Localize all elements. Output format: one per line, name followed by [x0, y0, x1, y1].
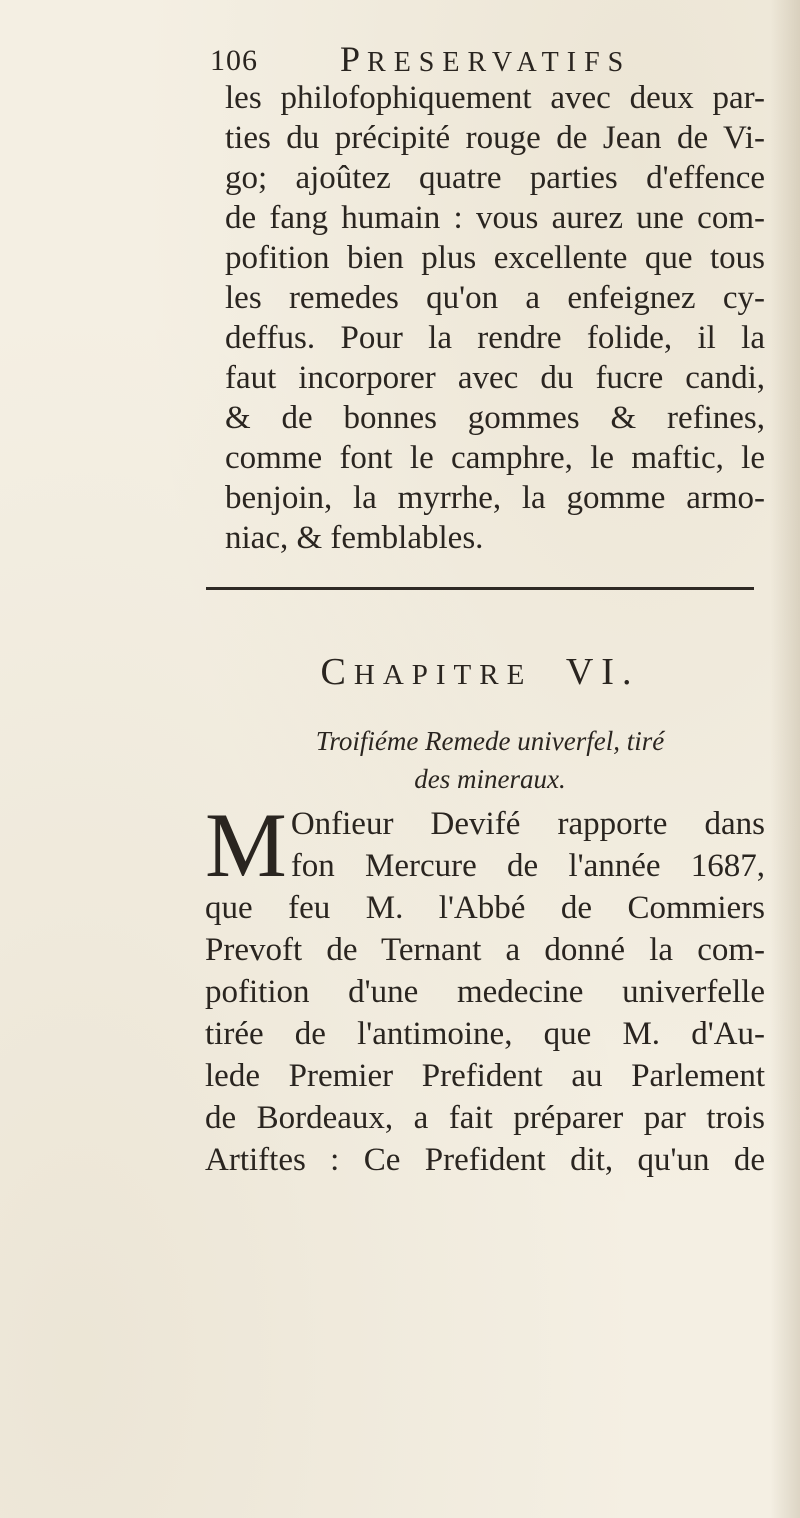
text-line: ties du précipité rouge de Jean de Vi- [225, 120, 765, 156]
paragraph-1 [225, 78, 765, 558]
drop-cap: M [205, 794, 287, 896]
text-line: & de bonnes gommes & refines, [225, 400, 765, 436]
chapter-heading [230, 650, 730, 694]
text-line: lede Premier Prefident au Parlement [205, 1058, 765, 1094]
chapter-subtitle [220, 722, 760, 798]
text-line: Artiftes : Ce Prefident dit, qu'un de [205, 1142, 765, 1178]
text-line: Onfieur Devifé rapporte dans [290, 806, 765, 842]
text-line: comme font le camphre, le maftic, le [225, 440, 765, 476]
running-title [340, 38, 631, 80]
text-line: fon Mercure de l'année 1687, [290, 848, 765, 884]
text-line: de Bordeaux, a fait préparer par trois [205, 1100, 765, 1136]
text-line: Prevoft de Ternant a donné la com- [205, 932, 765, 968]
text-line: de fang humain : vous aurez une com- [225, 200, 765, 236]
text-line: benjoin, la myrrhe, la gomme armo- [225, 480, 765, 516]
section-divider-rule [206, 587, 754, 590]
running-title-rest: RESERVATIFS [367, 47, 632, 78]
running-title-initial: P [340, 39, 368, 79]
chapter-heading-rest: HAPITRE [353, 659, 533, 691]
page-number: 106 [210, 44, 258, 77]
text-line: les remedes qu'on a enfeignez cy- [225, 280, 765, 316]
chapter-subtitle-line: Troifiéme Remede univerfel, tiré [315, 726, 665, 756]
text-line: que feu M. l'Abbé de Commiers [205, 890, 765, 926]
text-line: go; ajoûtez quatre parties d'effence [225, 160, 765, 196]
text-line: deffus. Pour la rendre folide, il la [225, 320, 765, 356]
chapter-heading-initial: C [320, 651, 354, 693]
text-line: tirée de l'antimoine, que M. d'Au- [205, 1016, 765, 1052]
text-line: pofition bien plus excellente que tous [225, 240, 765, 276]
text-line: niac, & femblables. [225, 520, 484, 556]
chapter-subtitle-line: des mineraux. [414, 764, 566, 794]
paragraph-2 [205, 794, 765, 1181]
text-line: les philofophiquement avec deux par- [225, 80, 765, 116]
text-line: pofition d'une medecine univerfelle [205, 974, 765, 1010]
chapter-number: VI. [565, 651, 640, 693]
text-line: faut incorporer avec du fucre candi, [225, 360, 765, 396]
